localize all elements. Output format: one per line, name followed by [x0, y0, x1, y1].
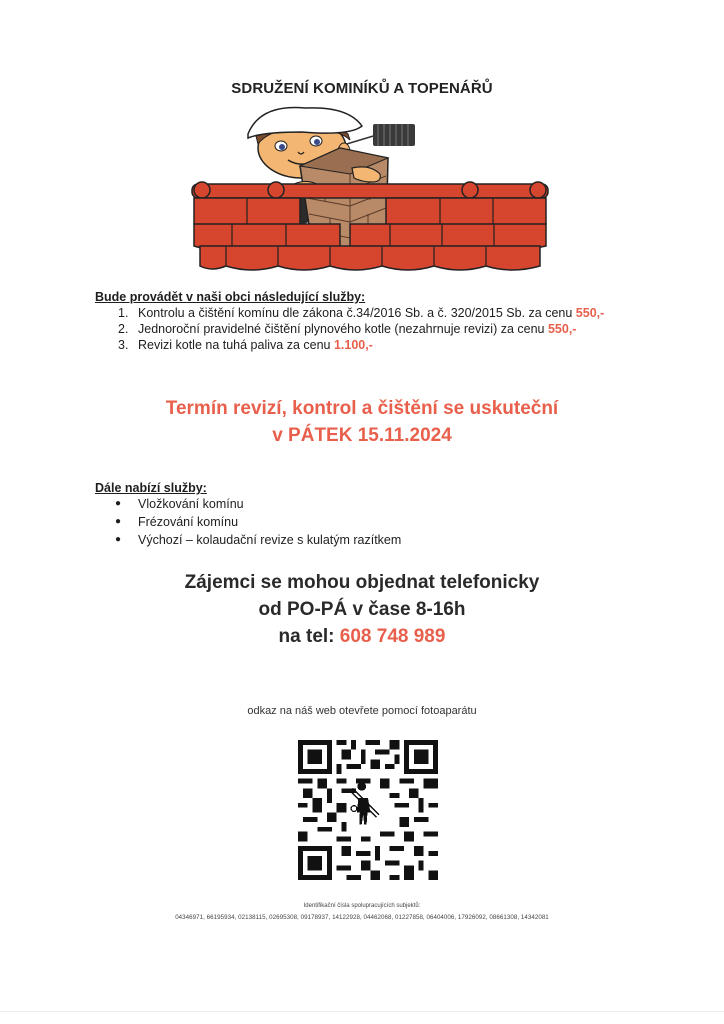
item-text: Vložkování komínu [138, 497, 244, 511]
item-text: Frézování komínu [138, 515, 239, 529]
extra-services-list [115, 497, 515, 552]
contact-phone-line [0, 624, 724, 650]
bullet-icon: ● [115, 516, 122, 527]
services-heading: Bude provádět v naši obci následující služby: [95, 290, 366, 304]
contact-line-1: Zájemci se mohou objednat telefonicky [184, 572, 540, 593]
list-item [115, 533, 401, 547]
bullet-icon: ● [115, 498, 122, 509]
item-price: 550,- [575, 306, 605, 320]
services-list [118, 306, 678, 356]
bottom-divider [0, 1011, 724, 1012]
list-item [115, 515, 238, 529]
list-item [115, 497, 244, 511]
item-price: 1.100,- [333, 338, 373, 352]
item-number: 2. [118, 322, 129, 336]
announcement-date: v PÁTEK 15.11.2024 [272, 425, 452, 446]
list-item [118, 338, 373, 352]
list-item [118, 306, 604, 320]
qr-code[interactable] [297, 740, 439, 880]
item-text: Výchozí – kolaudační revize s kulatým razítkem [138, 533, 402, 547]
phone-number[interactable]: 608 748 989 [339, 626, 446, 647]
announcement-line-1: Termín revizí, kontrol a čištění se uskuteční [165, 398, 559, 419]
phone-prefix: na tel: [278, 626, 340, 647]
item-text: Revizi kotle na tuhá paliva za cenu [138, 338, 334, 352]
qr-caption: odkaz na náš web otevřete pomocí fotoaparátu [247, 705, 477, 717]
chimney-sweep-illustration [190, 106, 550, 281]
extra-services-heading: Dále nabízí služby: [95, 481, 207, 495]
ids-list: 04346971, 66195934, 02138115, 02695308, 09178937, 14122928, 04462068, 01227858, 06404006, 17926092, 08661308, 14342081 [175, 914, 549, 921]
item-number: 1. [118, 306, 129, 320]
page-title: SDRUŽENÍ KOMINÍKŮ A TOPENÁŘŮ [231, 80, 493, 97]
ids-label: Identifikační čísla spolupracujících subjektů: [303, 903, 421, 909]
item-price: 550,- [547, 322, 577, 336]
item-text: Jednoroční pravidelné čištění plynového kotle (nezahrnuje revizi) za cenu [138, 322, 548, 336]
contact-hours: od PO-PÁ v čase 8-16h [258, 599, 466, 620]
item-number: 3. [118, 338, 129, 352]
item-text: Kontrolu a čištění komínu dle zákona č.34/2016 Sb. a č. 320/2015 Sb. za cenu [138, 306, 576, 320]
list-item [118, 322, 576, 336]
bullet-icon: ● [115, 534, 122, 545]
